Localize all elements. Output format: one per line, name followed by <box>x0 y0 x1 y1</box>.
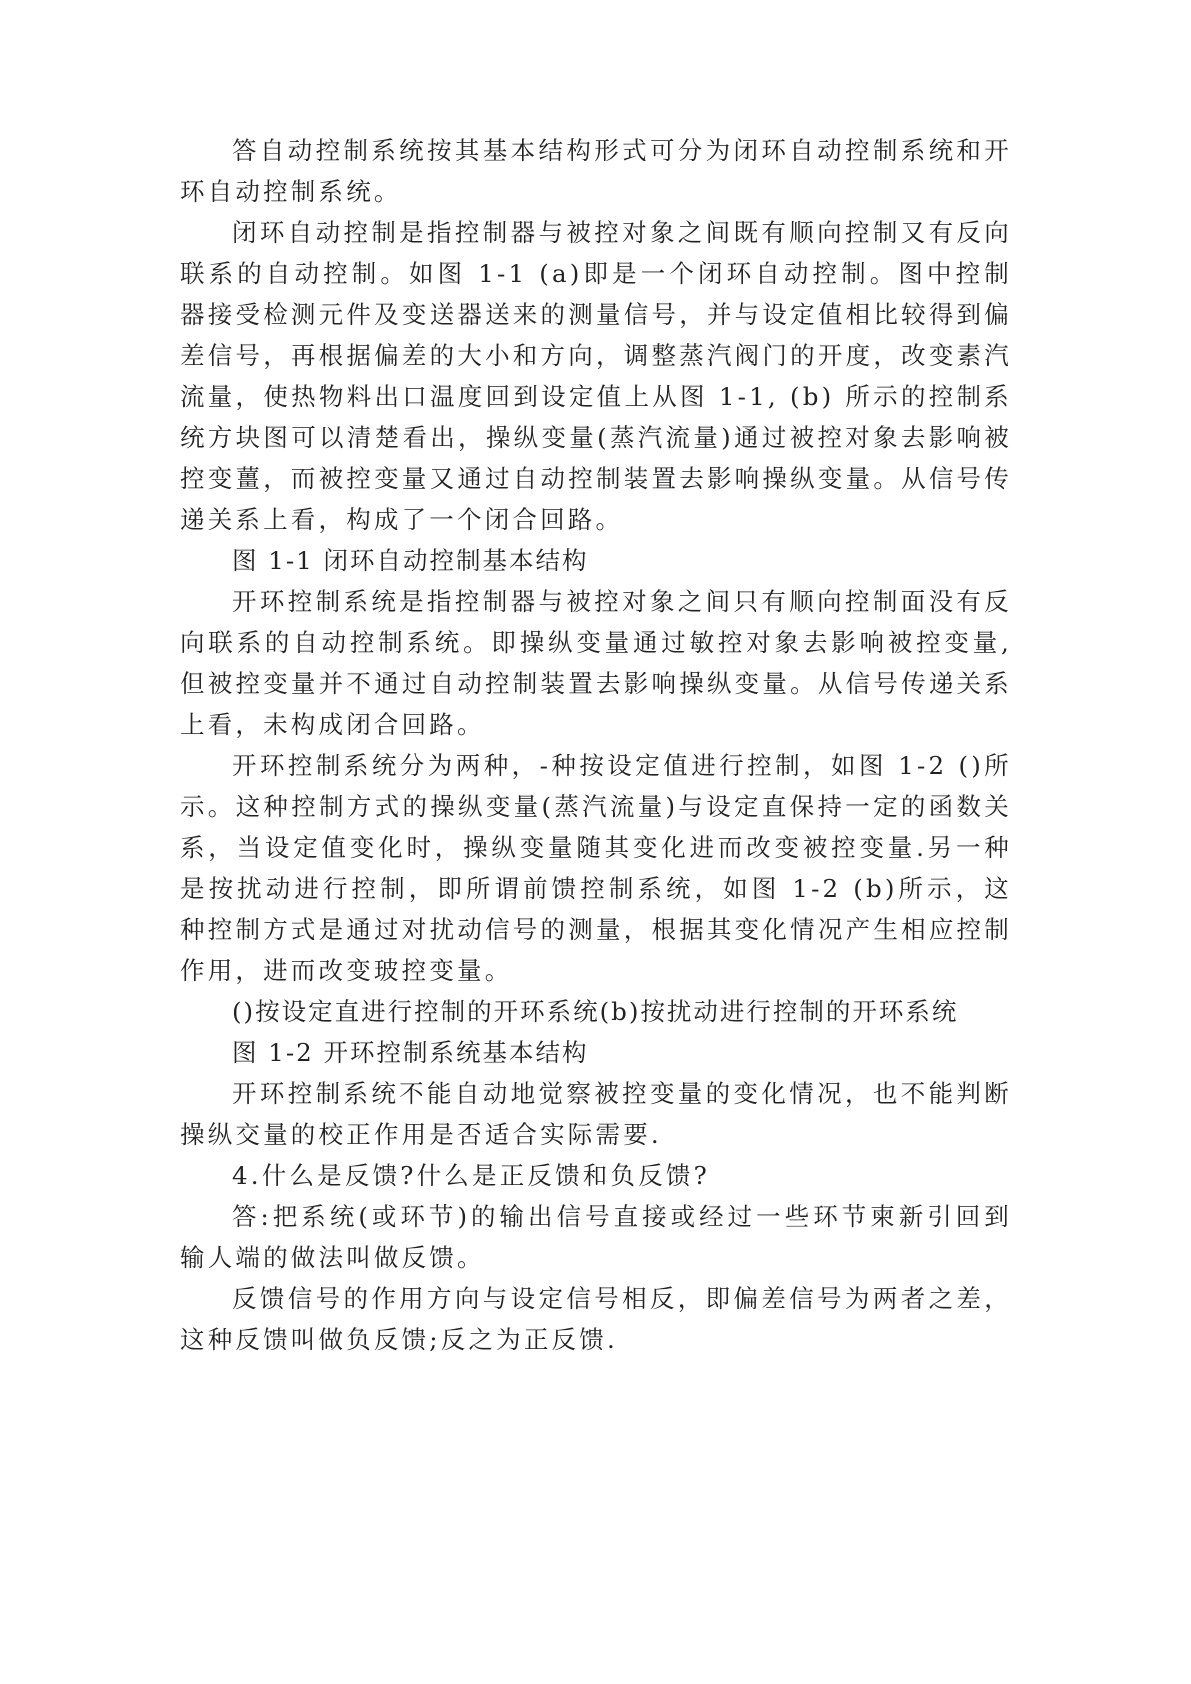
feedback-answer-paragraph: 答:把系统(或环节)的输出信号直接或经过一些环节柬新引回到输人端的做法叫做反馈。 <box>180 1202 1012 1272</box>
figure-1-1-caption: 图 1-1 闭环自动控制基本结构 <box>232 546 589 575</box>
figure-1-2-subcaption: ()按设定直进行控制的开环系统(b)按扰动进行控制的开环系统 <box>232 997 959 1026</box>
closed-loop-paragraph: 闭环自动控制是指控制器与被控对象之间既有顺向控制又有反向联系的自动控制。如图 1-1 (a)即是一个闭环自动控制。图中控制器接受检测元件及变送器送来的测量信号，并与设定值相比较得到偏差信号，再根据偏差的大小和方向，调整蒸汽阀门的开度，改变素汽流量，使热物料出口温度回到设定值上从图 1-1, (b) 所示的控制系统方块图可以清楚看出，操纵变量(蒸汽流量)通过被控对象去影响被控变薑，而被控变量又通过自动控制装置去影响操纵变量。从信号传递关系上看，构成了一个闭合回路。 <box>180 218 1012 534</box>
document-body <box>180 130 1012 1360</box>
figure-1-2-caption: 图 1-2 开环控制系统基本结构 <box>232 1038 589 1067</box>
open-loop-limitation-paragraph: 开环控制系统不能自动地觉察被控变量的变化情况，也不能判断操纵交量的校正作用是否适合实际需要. <box>180 1079 1012 1149</box>
negative-feedback-paragraph: 反馈信号的作用方向与设定信号相反，即偏差信号为两者之差，这种反馈叫做负反馈;反之为正反馈. <box>180 1284 1012 1354</box>
answer-paragraph: 答自动控制系统按其基本结构形式可分为闭环自动控制系统和开环自动控制系统。 <box>180 136 1012 206</box>
open-loop-types-paragraph: 开环控制系统分为两种，-种按设定值进行控制，如图 1-2 ()所示。这种控制方式的操纵变量(蒸汽流量)与设定直保持一定的函数关系，当设定值变化时，操纵变量随其变化进而改变被控变量.另一种是按扰动进行控制，即所谓前馈控制系统，如图 1-2 (b)所示，这种控制方式是通过对扰动信号的测量，根据其变化情况产生相应控制作用，进而改变玻控变量。 <box>180 751 1012 985</box>
question-4-heading: 4.什么是反馈?什么是正反馈和负反馈? <box>232 1161 710 1190</box>
open-loop-paragraph: 开环控制系统是指控制器与被控对象之间只有顺向控制面没有反向联系的自动控制系统。即操纵变量通过敏控对象去影响被控变量,但被控变量并不通过自动控制装置去影响操纵变量。从信号传递关系上看，未构成闭合回路。 <box>180 587 1012 739</box>
